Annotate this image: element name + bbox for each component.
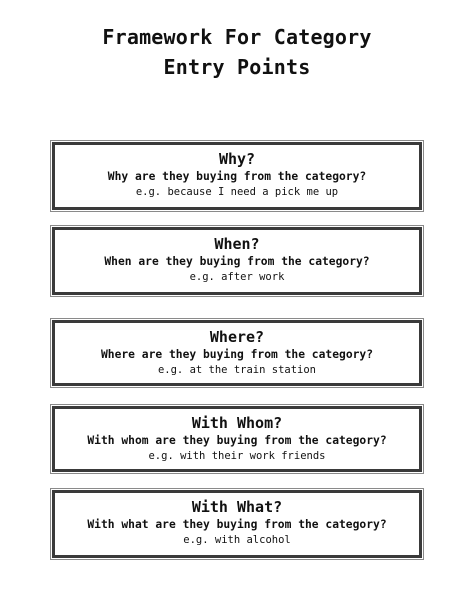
card-example: e.g. with alcohol bbox=[183, 534, 291, 546]
card-example: e.g. at the train station bbox=[157, 364, 317, 376]
card-question: Where are they buying from the category? bbox=[100, 348, 374, 361]
title-line-1: Framework For Category bbox=[102, 25, 372, 49]
title-line-2: Entry Points bbox=[163, 55, 311, 79]
card-with-whom bbox=[52, 406, 422, 472]
card-why bbox=[52, 142, 422, 210]
card-example: e.g. after work bbox=[189, 271, 285, 283]
card-heading: Why? bbox=[218, 150, 256, 168]
card-question: With what are they buying from the category? bbox=[87, 518, 387, 531]
card-where bbox=[52, 320, 422, 386]
card-question: When are they buying from the category? bbox=[104, 255, 370, 268]
card-heading: When? bbox=[214, 235, 260, 253]
card-when bbox=[52, 227, 422, 295]
card-heading: Where? bbox=[209, 328, 265, 346]
card-example: e.g. with their work friends bbox=[148, 450, 326, 462]
card-example: e.g. because I need a pick me up bbox=[135, 186, 339, 198]
card-heading: With Whom? bbox=[191, 414, 283, 432]
page-title bbox=[0, 22, 474, 82]
card-heading: With What? bbox=[191, 498, 283, 516]
card-question: With whom are they buying from the category? bbox=[87, 434, 387, 447]
card-question: Why are they buying from the category? bbox=[107, 170, 367, 183]
card-with-what bbox=[52, 490, 422, 558]
